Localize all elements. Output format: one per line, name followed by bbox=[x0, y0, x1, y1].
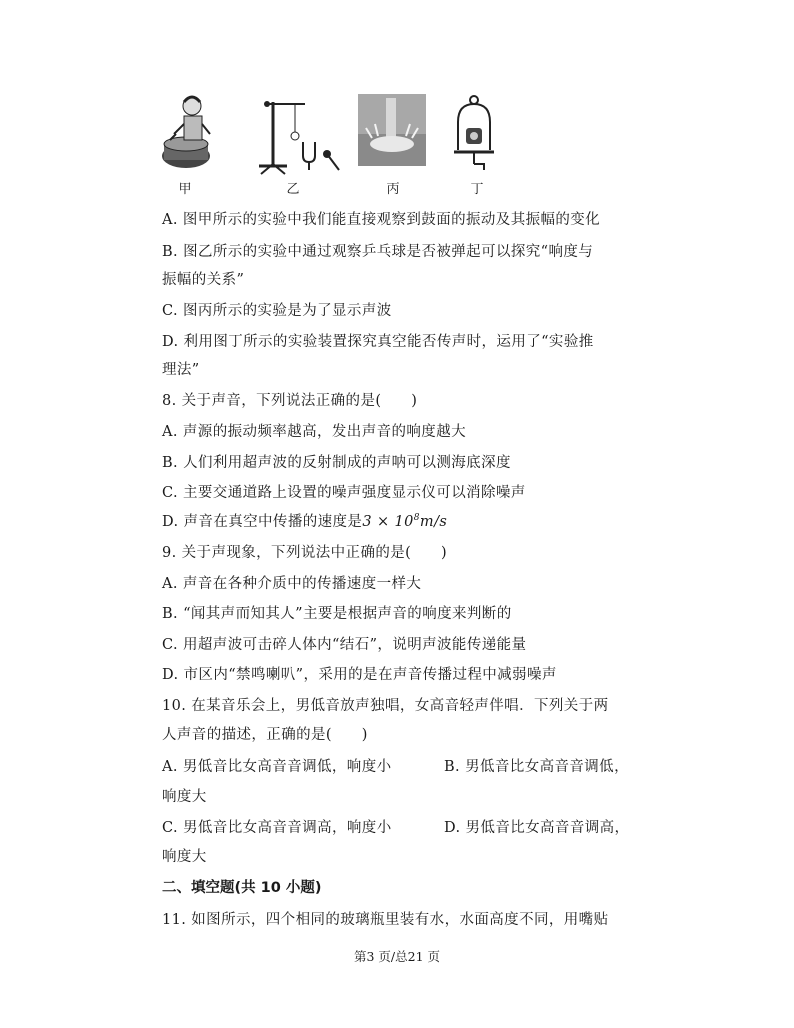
q7-option-b-line2: 振幅的关系” bbox=[162, 272, 245, 288]
q7-option-a: A. 图甲所示的实验中我们能直接观察到鼓面的振动及其振幅的变化 bbox=[162, 212, 601, 228]
q10-option-a: A. 男低音比女高音音调低，响度小 bbox=[162, 759, 392, 775]
q7-option-d-line1: D. 利用图丁所示的实验装置探究真空能否传声时，运用了“实验推 bbox=[162, 334, 594, 350]
q8-option-d-text: D. 声音在真空中传播的速度是 bbox=[162, 514, 363, 530]
q10-option-b-line2: 响度大 bbox=[162, 789, 207, 805]
pendulum-tuning-fork-figure bbox=[255, 94, 345, 178]
q9-option-b: B. “闻其声而知其人”主要是根据声音的响度来判断的 bbox=[162, 606, 512, 622]
q7-option-c: C. 图丙所示的实验是为了显示声波 bbox=[162, 303, 392, 319]
caption-ding: 丁 bbox=[470, 182, 484, 197]
q8-option-a: A. 声源的振动频率越高，发出声音的响度越大 bbox=[162, 424, 466, 440]
caption-jia: 甲 bbox=[178, 182, 192, 197]
section-title: 二、填空题(共 10 小题) bbox=[162, 880, 322, 896]
speed-of-light-formula: $3 \times 10^8m/s$ bbox=[362, 513, 448, 530]
q10-option-d-line2: 响度大 bbox=[162, 849, 207, 865]
q11-stem: 11. 如图所示，四个相同的玻璃瓶里装有水，水面高度不同，用嘴贴 bbox=[162, 912, 609, 928]
q9-option-d: D. 市区内“禁鸣喇叭”，采用的是在声音传播过程中减弱噪声 bbox=[162, 667, 557, 683]
q10-stem-line2: 人声音的描述，正确的是( ) bbox=[162, 727, 368, 743]
q9-stem: 9. 关于声现象，下列说法中正确的是( ) bbox=[162, 545, 448, 561]
q10-option-b-line1: B. 男低音比女高音音调低， bbox=[444, 759, 629, 775]
caption-bing: 丙 bbox=[386, 182, 400, 197]
q8-stem: 8. 关于声音，下列说法正确的是( ) bbox=[162, 393, 418, 409]
q8-option-d bbox=[162, 510, 447, 531]
page-footer: 第3 页/总21 页 bbox=[353, 949, 441, 964]
bell-jar-figure bbox=[452, 94, 496, 174]
q9-option-c: C. 用超声波可击碎人体内“结石”，说明声波能传递能量 bbox=[162, 637, 527, 653]
water-splash-figure bbox=[358, 94, 426, 166]
figure-row bbox=[160, 94, 630, 198]
q10-option-c: C. 男低音比女高音音调高，响度小 bbox=[162, 820, 392, 836]
q10-stem-line1: 10. 在某音乐会上，男低音放声独唱，女高音轻声伴唱．下列关于两 bbox=[162, 698, 609, 714]
drum-figure bbox=[160, 94, 220, 178]
q8-option-c: C. 主要交通道路上设置的噪声强度显示仪可以消除噪声 bbox=[162, 485, 526, 501]
q10-option-d-line1: D. 男低音比女高音音调高， bbox=[444, 820, 630, 836]
q7-option-b-line1: B. 图乙所示的实验中通过观察乒乓球是否被弹起可以探究“响度与 bbox=[162, 244, 594, 260]
q9-option-a: A. 声音在各种介质中的传播速度一样大 bbox=[162, 576, 422, 592]
caption-yi: 乙 bbox=[286, 182, 300, 197]
q8-option-b: B. 人们利用超声波的反射制成的声呐可以测海底深度 bbox=[162, 455, 511, 471]
q7-option-d-line2: 理法” bbox=[162, 362, 200, 378]
